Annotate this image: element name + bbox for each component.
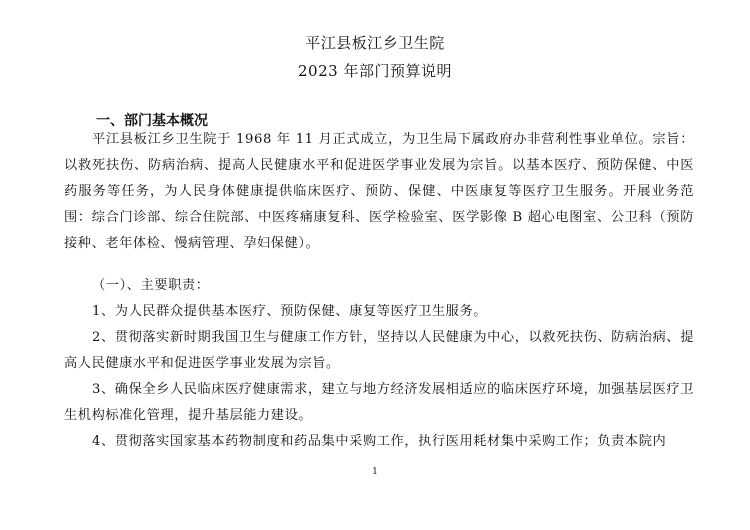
paragraph-duty-1: 1、为人民群众提供基本医疗、预防保健、康复等医疗卫生服务。 (92, 304, 488, 319)
paragraph-duty-2: 2、贯彻落实新时期我国卫生与健康工作方针，坚持以人民健康为中心，以救死扶伤、防病治病、提高人民健康水平和促进医学事业发展为宗旨。 (64, 330, 694, 371)
paragraph-duty-3: 3、确保全乡人民临床医疗健康需求，建立与地方经济发展相适应的临床医疗环境，加强基层医疗卫生机构标准化管理，提升基层能力建设。 (64, 382, 694, 423)
paragraph-duty-4: 4、贯彻落实国家基本药物制度和药品集中采购工作，执行医用耗材集中采购工作；负责本院内 (92, 434, 667, 449)
document-title: 平江县板江乡卫生院 (305, 34, 445, 52)
page-number: 1 (372, 467, 378, 477)
paragraph-overview: 平江县板江乡卫生院于 1968 年 11 月正式成立，为卫生局下属政府办非营利性事业单位。宗旨：以救死扶伤、防病治病、提高人民健康水平和促进医学事业发展为宗旨。以基本医疗、预防保健、中医药服务等任务，为人民身体健康提供临床医疗、预防、保健、中医康复等医疗卫生服务。开展业务范围：综合门诊部、综合住院部、中医疼痛康复科、医学检验室、医学影像 B 超心电图室、公卫科（预防接种、老年体检、慢病管理、孕妇保健）。 (64, 132, 694, 251)
paragraph-duties-heading: （一）、主要职责： (92, 278, 210, 293)
section-heading: 一、部门基本概况 (96, 113, 208, 129)
document-subtitle: 2023 年部门预算说明 (298, 62, 452, 80)
